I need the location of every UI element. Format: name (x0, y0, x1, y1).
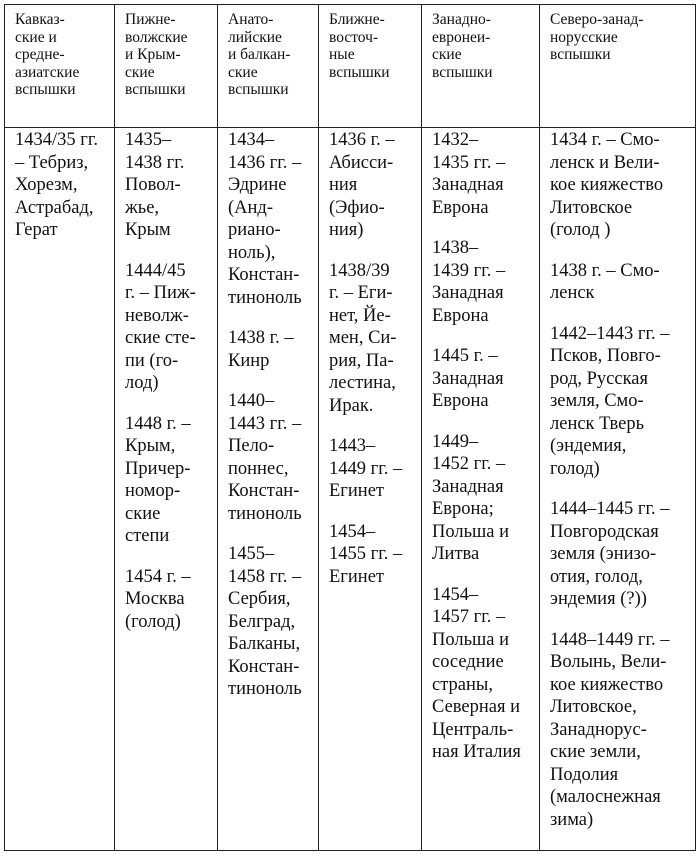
table-entry: 1442–1443 гг. – Псков, Повго- род, Русская земля, Смо- ленск Тверь (эндемия, голод) (550, 323, 670, 479)
table-entry: 1438 г. – Кинр (228, 328, 294, 371)
header-row (5, 5, 696, 128)
table-entry: 1454 г. – Москва (голод) (125, 566, 191, 632)
cell-northwest-russia (540, 128, 696, 851)
header-anatolia-balkans: Анато- лийские и балкан- ские вспышки (218, 5, 319, 128)
cell-near-east (319, 128, 422, 851)
header-caucasus-central-asia: Кавказ- ские и средне- азиатские вспышки (5, 5, 115, 128)
table-entry: 1445 г. – Занадная Еврона (432, 346, 504, 411)
table-entry: 1443– 1449 гг. – Егинет (329, 436, 403, 501)
table-entry: 1449– 1452 гг. – Занадная Еврона; Польша и Литва (432, 431, 510, 564)
header-near-east: Ближне- восточ- ные вспышки (319, 5, 422, 128)
table-entry: 1434/35 гг. – Тебриз, Хорезм, Астрабад, Герат (15, 130, 98, 240)
cell-anatolia-balkans (218, 128, 319, 851)
header-northwest-russia: Северо-занад- норусские вспышки (540, 5, 696, 128)
table-entry: 1448 г. – Крым, Причер- номор- ские степи (125, 413, 191, 546)
table-entry: 1434 г. – Смо- ленск и Вели- кое кияжество Литовское (голод ) (550, 130, 664, 240)
table-entry: 1455– 1458 гг. – Сербия, Белград, Балканы, Констан- тиноноль (228, 544, 302, 699)
header-lower-volga-crimea: Пижне- волжские и Крым- ские вспышки (115, 5, 218, 128)
table-entry: 1444/45 г. – Пиж- неволж- ские сте- пи (го- лод) (125, 260, 196, 393)
table-entry: 1444–1445 гг. – Повгородская земля (энизо- отия, голод, эндемия (?)) (550, 499, 670, 609)
table-entry: 1438/39 г. – Еги- нет, Йе- мен, Си- рия, Па- лестина, Ирак. (329, 260, 397, 416)
table-entry: 1432– 1435 гг. – Занадная Еврона (432, 130, 506, 218)
table-entry: 1448–1449 гг. – Волынь, Вели- кое кияжество Литовское, Занаднорус- ские земли, Подолия (малоснежная зима) (550, 629, 670, 830)
table-entry: 1438– 1439 гг. – Занадная Еврона (432, 238, 506, 326)
header-western-europe: Занадно- евронеи- ские вспышки (422, 5, 540, 128)
table-entry: 1454– 1457 гг. – Польша и соседние страны, Северная и Централь- ная Италия (432, 584, 521, 762)
outbreaks-table (4, 4, 696, 851)
table-entry: 1436 г. – Абисси- ния (Эфио- ния) (329, 130, 395, 240)
table-entry: 1440– 1443 гг. – Пело- поннес, Констан- тиноноль (228, 391, 302, 524)
body-row (5, 128, 696, 851)
cell-caucasus-central-asia (5, 128, 115, 851)
table-entry: 1435– 1438 гг. Повол- жье, Крым (125, 130, 185, 240)
cell-lower-volga-crimea (115, 128, 218, 851)
table-entry: 1438 г. – Смо- ленск (550, 260, 660, 303)
table-entry: 1434– 1436 гг. – Эдрине (Анд- риано- ноль), Констан- тиноноль (228, 130, 302, 308)
table-entry: 1454– 1455 гг. – Егинет (329, 521, 403, 587)
cell-western-europe (422, 128, 540, 851)
